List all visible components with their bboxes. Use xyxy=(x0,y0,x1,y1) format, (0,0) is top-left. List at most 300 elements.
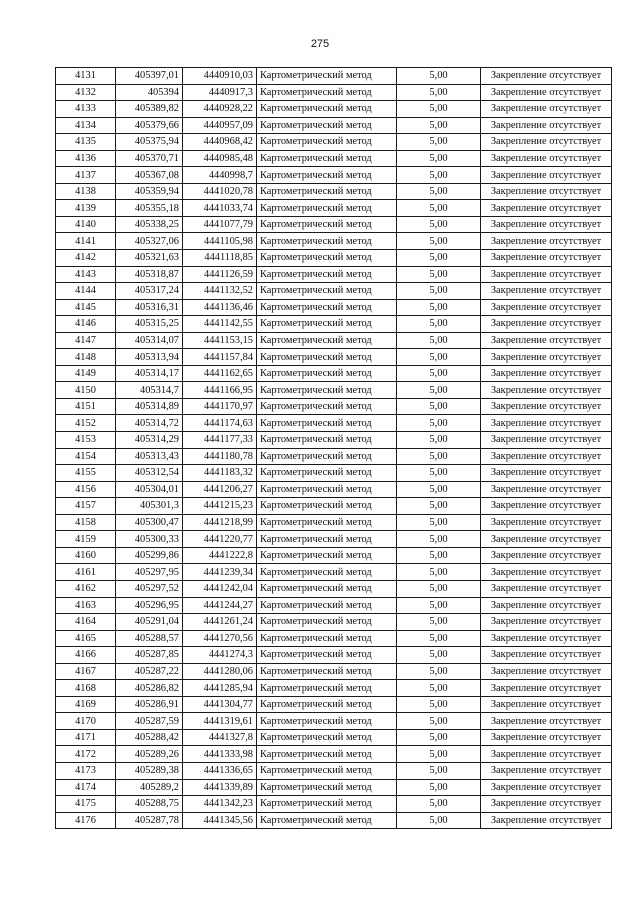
x-coordinate-cell: 405397,01 xyxy=(116,68,183,85)
fixation-cell: Закрепление отсутствует xyxy=(481,762,612,779)
accuracy-cell: 5,00 xyxy=(397,465,481,482)
method-cell: Картометрический метод xyxy=(257,365,397,382)
x-coordinate-cell: 405301,3 xyxy=(116,498,183,515)
fixation-cell: Закрепление отсутствует xyxy=(481,647,612,664)
fixation-cell: Закрепление отсутствует xyxy=(481,580,612,597)
accuracy-cell: 5,00 xyxy=(397,564,481,581)
fixation-cell: Закрепление отсутствует xyxy=(481,498,612,515)
accuracy-cell: 5,00 xyxy=(397,365,481,382)
fixation-cell: Закрепление отсутствует xyxy=(481,729,612,746)
accuracy-cell: 5,00 xyxy=(397,729,481,746)
method-cell: Картометрический метод xyxy=(257,647,397,664)
x-coordinate-cell: 405314,07 xyxy=(116,332,183,349)
y-coordinate-cell: 4441126,59 xyxy=(183,266,257,283)
accuracy-cell: 5,00 xyxy=(397,796,481,813)
table-row xyxy=(56,597,612,614)
method-cell: Картометрический метод xyxy=(257,150,397,167)
fixation-cell: Закрепление отсутствует xyxy=(481,266,612,283)
table-row xyxy=(56,382,612,399)
y-coordinate-cell: 4441166,95 xyxy=(183,382,257,399)
table-row xyxy=(56,729,612,746)
fixation-cell: Закрепление отсутствует xyxy=(481,465,612,482)
table-row xyxy=(56,796,612,813)
table-row xyxy=(56,233,612,250)
y-coordinate-cell: 4441222,8 xyxy=(183,547,257,564)
x-coordinate-cell: 405367,08 xyxy=(116,167,183,184)
fixation-cell: Закрепление отсутствует xyxy=(481,564,612,581)
method-cell: Картометрический метод xyxy=(257,167,397,184)
accuracy-cell: 5,00 xyxy=(397,432,481,449)
table-row xyxy=(56,680,612,697)
point-number-cell: 4135 xyxy=(56,134,116,151)
y-coordinate-cell: 4441033,74 xyxy=(183,200,257,217)
point-number-cell: 4161 xyxy=(56,564,116,581)
y-coordinate-cell: 4441170,97 xyxy=(183,398,257,415)
point-number-cell: 4162 xyxy=(56,580,116,597)
method-cell: Картометрический метод xyxy=(257,316,397,333)
x-coordinate-cell: 405316,31 xyxy=(116,299,183,316)
y-coordinate-cell: 4441215,23 xyxy=(183,498,257,515)
accuracy-cell: 5,00 xyxy=(397,812,481,829)
y-coordinate-cell: 4441319,61 xyxy=(183,713,257,730)
accuracy-cell: 5,00 xyxy=(397,299,481,316)
table-row xyxy=(56,547,612,564)
fixation-cell: Закрепление отсутствует xyxy=(481,316,612,333)
y-coordinate-cell: 4441136,46 xyxy=(183,299,257,316)
point-number-cell: 4152 xyxy=(56,415,116,432)
fixation-cell: Закрепление отсутствует xyxy=(481,84,612,101)
point-number-cell: 4173 xyxy=(56,762,116,779)
x-coordinate-cell: 405289,26 xyxy=(116,746,183,763)
method-cell: Картометрический метод xyxy=(257,713,397,730)
point-number-cell: 4172 xyxy=(56,746,116,763)
fixation-cell: Закрепление отсутствует xyxy=(481,614,612,631)
point-number-cell: 4167 xyxy=(56,663,116,680)
fixation-cell: Закрепление отсутствует xyxy=(481,382,612,399)
y-coordinate-cell: 4440917,3 xyxy=(183,84,257,101)
fixation-cell: Закрепление отсутствует xyxy=(481,663,612,680)
y-coordinate-cell: 4441270,56 xyxy=(183,630,257,647)
fixation-cell: Закрепление отсутствует xyxy=(481,796,612,813)
x-coordinate-cell: 405370,71 xyxy=(116,150,183,167)
method-cell: Картометрический метод xyxy=(257,729,397,746)
x-coordinate-cell: 405355,18 xyxy=(116,200,183,217)
x-coordinate-cell: 405359,94 xyxy=(116,183,183,200)
x-coordinate-cell: 405286,91 xyxy=(116,696,183,713)
accuracy-cell: 5,00 xyxy=(397,250,481,267)
coordinates-table xyxy=(55,67,612,829)
x-coordinate-cell: 405314,7 xyxy=(116,382,183,399)
y-coordinate-cell: 4441183,32 xyxy=(183,465,257,482)
table-row xyxy=(56,332,612,349)
x-coordinate-cell: 405312,54 xyxy=(116,465,183,482)
table-row xyxy=(56,349,612,366)
x-coordinate-cell: 405314,17 xyxy=(116,365,183,382)
accuracy-cell: 5,00 xyxy=(397,481,481,498)
y-coordinate-cell: 4440928,22 xyxy=(183,101,257,118)
fixation-cell: Закрепление отсутствует xyxy=(481,117,612,134)
table-row xyxy=(56,580,612,597)
y-coordinate-cell: 4441177,33 xyxy=(183,432,257,449)
method-cell: Картометрический метод xyxy=(257,233,397,250)
method-cell: Картометрический метод xyxy=(257,84,397,101)
method-cell: Картометрический метод xyxy=(257,696,397,713)
table-row xyxy=(56,134,612,151)
table-row xyxy=(56,498,612,515)
accuracy-cell: 5,00 xyxy=(397,216,481,233)
y-coordinate-cell: 4441242,04 xyxy=(183,580,257,597)
fixation-cell: Закрепление отсутствует xyxy=(481,349,612,366)
point-number-cell: 4159 xyxy=(56,531,116,548)
y-coordinate-cell: 4441220,77 xyxy=(183,531,257,548)
method-cell: Картометрический метод xyxy=(257,200,397,217)
y-coordinate-cell: 4441020,78 xyxy=(183,183,257,200)
accuracy-cell: 5,00 xyxy=(397,183,481,200)
y-coordinate-cell: 4441285,94 xyxy=(183,680,257,697)
table-row xyxy=(56,316,612,333)
x-coordinate-cell: 405321,63 xyxy=(116,250,183,267)
point-number-cell: 4131 xyxy=(56,68,116,85)
y-coordinate-cell: 4441239,34 xyxy=(183,564,257,581)
point-number-cell: 4163 xyxy=(56,597,116,614)
point-number-cell: 4150 xyxy=(56,382,116,399)
point-number-cell: 4165 xyxy=(56,630,116,647)
point-number-cell: 4132 xyxy=(56,84,116,101)
table-row xyxy=(56,614,612,631)
point-number-cell: 4156 xyxy=(56,481,116,498)
fixation-cell: Закрепление отсутствует xyxy=(481,283,612,300)
method-cell: Картометрический метод xyxy=(257,101,397,118)
method-cell: Картометрический метод xyxy=(257,746,397,763)
x-coordinate-cell: 405314,89 xyxy=(116,398,183,415)
x-coordinate-cell: 405304,01 xyxy=(116,481,183,498)
point-number-cell: 4174 xyxy=(56,779,116,796)
x-coordinate-cell: 405315,25 xyxy=(116,316,183,333)
y-coordinate-cell: 4440998,7 xyxy=(183,167,257,184)
y-coordinate-cell: 4441153,15 xyxy=(183,332,257,349)
accuracy-cell: 5,00 xyxy=(397,316,481,333)
table-row xyxy=(56,250,612,267)
fixation-cell: Закрепление отсутствует xyxy=(481,746,612,763)
point-number-cell: 4158 xyxy=(56,514,116,531)
y-coordinate-cell: 4441142,55 xyxy=(183,316,257,333)
accuracy-cell: 5,00 xyxy=(397,630,481,647)
x-coordinate-cell: 405300,47 xyxy=(116,514,183,531)
point-number-cell: 4140 xyxy=(56,216,116,233)
fixation-cell: Закрепление отсутствует xyxy=(481,713,612,730)
accuracy-cell: 5,00 xyxy=(397,448,481,465)
table-row xyxy=(56,283,612,300)
x-coordinate-cell: 405394 xyxy=(116,84,183,101)
method-cell: Картометрический метод xyxy=(257,415,397,432)
fixation-cell: Закрепление отсутствует xyxy=(481,812,612,829)
fixation-cell: Закрепление отсутствует xyxy=(481,432,612,449)
y-coordinate-cell: 4441274,3 xyxy=(183,647,257,664)
table-row xyxy=(56,365,612,382)
method-cell: Картометрический метод xyxy=(257,614,397,631)
fixation-cell: Закрепление отсутствует xyxy=(481,167,612,184)
accuracy-cell: 5,00 xyxy=(397,647,481,664)
fixation-cell: Закрепление отсутствует xyxy=(481,332,612,349)
y-coordinate-cell: 4441244,27 xyxy=(183,597,257,614)
table-row xyxy=(56,117,612,134)
table-row xyxy=(56,762,612,779)
table-row xyxy=(56,216,612,233)
x-coordinate-cell: 405313,43 xyxy=(116,448,183,465)
x-coordinate-cell: 405297,52 xyxy=(116,580,183,597)
accuracy-cell: 5,00 xyxy=(397,200,481,217)
y-coordinate-cell: 4441342,23 xyxy=(183,796,257,813)
method-cell: Картометрический метод xyxy=(257,498,397,515)
accuracy-cell: 5,00 xyxy=(397,233,481,250)
accuracy-cell: 5,00 xyxy=(397,531,481,548)
point-number-cell: 4155 xyxy=(56,465,116,482)
fixation-cell: Закрепление отсутствует xyxy=(481,101,612,118)
x-coordinate-cell: 405296,95 xyxy=(116,597,183,614)
x-coordinate-cell: 405375,94 xyxy=(116,134,183,151)
table-row xyxy=(56,531,612,548)
x-coordinate-cell: 405286,82 xyxy=(116,680,183,697)
fixation-cell: Закрепление отсутствует xyxy=(481,779,612,796)
fixation-cell: Закрепление отсутствует xyxy=(481,183,612,200)
method-cell: Картометрический метод xyxy=(257,779,397,796)
x-coordinate-cell: 405318,87 xyxy=(116,266,183,283)
point-number-cell: 4176 xyxy=(56,812,116,829)
accuracy-cell: 5,00 xyxy=(397,547,481,564)
point-number-cell: 4141 xyxy=(56,233,116,250)
point-number-cell: 4147 xyxy=(56,332,116,349)
point-number-cell: 4148 xyxy=(56,349,116,366)
table-row xyxy=(56,101,612,118)
table-row xyxy=(56,200,612,217)
accuracy-cell: 5,00 xyxy=(397,398,481,415)
method-cell: Картометрический метод xyxy=(257,117,397,134)
x-coordinate-cell: 405289,2 xyxy=(116,779,183,796)
page-number: 275 xyxy=(310,38,330,50)
point-number-cell: 4166 xyxy=(56,647,116,664)
table-row xyxy=(56,415,612,432)
method-cell: Картометрический метод xyxy=(257,250,397,267)
method-cell: Картометрический метод xyxy=(257,812,397,829)
x-coordinate-cell: 405287,78 xyxy=(116,812,183,829)
x-coordinate-cell: 405289,38 xyxy=(116,762,183,779)
table-row xyxy=(56,812,612,829)
method-cell: Картометрический метод xyxy=(257,564,397,581)
fixation-cell: Закрепление отсутствует xyxy=(481,531,612,548)
table-row xyxy=(56,696,612,713)
y-coordinate-cell: 4441261,24 xyxy=(183,614,257,631)
accuracy-cell: 5,00 xyxy=(397,680,481,697)
table-row xyxy=(56,630,612,647)
table-body xyxy=(56,68,612,829)
table-row xyxy=(56,713,612,730)
x-coordinate-cell: 405317,24 xyxy=(116,283,183,300)
y-coordinate-cell: 4440957,09 xyxy=(183,117,257,134)
x-coordinate-cell: 405389,82 xyxy=(116,101,183,118)
accuracy-cell: 5,00 xyxy=(397,498,481,515)
table-row xyxy=(56,299,612,316)
point-number-cell: 4133 xyxy=(56,101,116,118)
method-cell: Картометрический метод xyxy=(257,398,397,415)
method-cell: Картометрический метод xyxy=(257,382,397,399)
method-cell: Картометрический метод xyxy=(257,796,397,813)
accuracy-cell: 5,00 xyxy=(397,134,481,151)
method-cell: Картометрический метод xyxy=(257,349,397,366)
x-coordinate-cell: 405379,66 xyxy=(116,117,183,134)
method-cell: Картометрический метод xyxy=(257,762,397,779)
y-coordinate-cell: 4440968,42 xyxy=(183,134,257,151)
table-row xyxy=(56,432,612,449)
y-coordinate-cell: 4441304,77 xyxy=(183,696,257,713)
fixation-cell: Закрепление отсутствует xyxy=(481,415,612,432)
x-coordinate-cell: 405297,95 xyxy=(116,564,183,581)
table-row xyxy=(56,647,612,664)
point-number-cell: 4170 xyxy=(56,713,116,730)
method-cell: Картометрический метод xyxy=(257,266,397,283)
point-number-cell: 4169 xyxy=(56,696,116,713)
point-number-cell: 4143 xyxy=(56,266,116,283)
fixation-cell: Закрепление отсутствует xyxy=(481,365,612,382)
accuracy-cell: 5,00 xyxy=(397,349,481,366)
accuracy-cell: 5,00 xyxy=(397,415,481,432)
point-number-cell: 4137 xyxy=(56,167,116,184)
accuracy-cell: 5,00 xyxy=(397,779,481,796)
x-coordinate-cell: 405287,59 xyxy=(116,713,183,730)
method-cell: Картометрический метод xyxy=(257,547,397,564)
point-number-cell: 4146 xyxy=(56,316,116,333)
y-coordinate-cell: 4440985,48 xyxy=(183,150,257,167)
method-cell: Картометрический метод xyxy=(257,68,397,85)
method-cell: Картометрический метод xyxy=(257,630,397,647)
x-coordinate-cell: 405287,22 xyxy=(116,663,183,680)
x-coordinate-cell: 405288,57 xyxy=(116,630,183,647)
method-cell: Картометрический метод xyxy=(257,680,397,697)
fixation-cell: Закрепление отсутствует xyxy=(481,597,612,614)
x-coordinate-cell: 405291,04 xyxy=(116,614,183,631)
method-cell: Картометрический метод xyxy=(257,448,397,465)
accuracy-cell: 5,00 xyxy=(397,514,481,531)
method-cell: Картометрический метод xyxy=(257,514,397,531)
accuracy-cell: 5,00 xyxy=(397,150,481,167)
accuracy-cell: 5,00 xyxy=(397,266,481,283)
point-number-cell: 4149 xyxy=(56,365,116,382)
method-cell: Картометрический метод xyxy=(257,663,397,680)
point-number-cell: 4171 xyxy=(56,729,116,746)
accuracy-cell: 5,00 xyxy=(397,382,481,399)
method-cell: Картометрический метод xyxy=(257,183,397,200)
point-number-cell: 4151 xyxy=(56,398,116,415)
table-row xyxy=(56,150,612,167)
point-number-cell: 4142 xyxy=(56,250,116,267)
method-cell: Картометрический метод xyxy=(257,531,397,548)
accuracy-cell: 5,00 xyxy=(397,696,481,713)
x-coordinate-cell: 405314,29 xyxy=(116,432,183,449)
method-cell: Картометрический метод xyxy=(257,332,397,349)
table-row xyxy=(56,167,612,184)
table-row xyxy=(56,779,612,796)
table-row xyxy=(56,183,612,200)
point-number-cell: 4160 xyxy=(56,547,116,564)
table-row xyxy=(56,746,612,763)
fixation-cell: Закрепление отсутствует xyxy=(481,250,612,267)
y-coordinate-cell: 4441118,85 xyxy=(183,250,257,267)
fixation-cell: Закрепление отсутствует xyxy=(481,514,612,531)
x-coordinate-cell: 405313,94 xyxy=(116,349,183,366)
x-coordinate-cell: 405288,42 xyxy=(116,729,183,746)
y-coordinate-cell: 4441180,78 xyxy=(183,448,257,465)
fixation-cell: Закрепление отсутствует xyxy=(481,216,612,233)
y-coordinate-cell: 4441077,79 xyxy=(183,216,257,233)
fixation-cell: Закрепление отсутствует xyxy=(481,481,612,498)
accuracy-cell: 5,00 xyxy=(397,332,481,349)
x-coordinate-cell: 405314,72 xyxy=(116,415,183,432)
table-row xyxy=(56,481,612,498)
fixation-cell: Закрепление отсутствует xyxy=(481,547,612,564)
accuracy-cell: 5,00 xyxy=(397,713,481,730)
fixation-cell: Закрепление отсутствует xyxy=(481,398,612,415)
point-number-cell: 4145 xyxy=(56,299,116,316)
table-row xyxy=(56,84,612,101)
accuracy-cell: 5,00 xyxy=(397,614,481,631)
accuracy-cell: 5,00 xyxy=(397,597,481,614)
table-row xyxy=(56,465,612,482)
fixation-cell: Закрепление отсутствует xyxy=(481,200,612,217)
fixation-cell: Закрепление отсутствует xyxy=(481,134,612,151)
point-number-cell: 4168 xyxy=(56,680,116,697)
fixation-cell: Закрепление отсутствует xyxy=(481,696,612,713)
point-number-cell: 4164 xyxy=(56,614,116,631)
method-cell: Картометрический метод xyxy=(257,597,397,614)
accuracy-cell: 5,00 xyxy=(397,84,481,101)
accuracy-cell: 5,00 xyxy=(397,663,481,680)
point-number-cell: 4134 xyxy=(56,117,116,134)
y-coordinate-cell: 4441105,98 xyxy=(183,233,257,250)
point-number-cell: 4154 xyxy=(56,448,116,465)
method-cell: Картометрический метод xyxy=(257,134,397,151)
method-cell: Картометрический метод xyxy=(257,299,397,316)
y-coordinate-cell: 4441333,98 xyxy=(183,746,257,763)
fixation-cell: Закрепление отсутствует xyxy=(481,680,612,697)
point-number-cell: 4153 xyxy=(56,432,116,449)
y-coordinate-cell: 4441157,84 xyxy=(183,349,257,366)
point-number-cell: 4157 xyxy=(56,498,116,515)
method-cell: Картометрический метод xyxy=(257,432,397,449)
accuracy-cell: 5,00 xyxy=(397,746,481,763)
table-row xyxy=(56,266,612,283)
x-coordinate-cell: 405327,06 xyxy=(116,233,183,250)
method-cell: Картометрический метод xyxy=(257,580,397,597)
x-coordinate-cell: 405288,75 xyxy=(116,796,183,813)
fixation-cell: Закрепление отсутствует xyxy=(481,448,612,465)
accuracy-cell: 5,00 xyxy=(397,167,481,184)
accuracy-cell: 5,00 xyxy=(397,101,481,118)
point-number-cell: 4138 xyxy=(56,183,116,200)
y-coordinate-cell: 4441206,27 xyxy=(183,481,257,498)
table-row xyxy=(56,564,612,581)
x-coordinate-cell: 405300,33 xyxy=(116,531,183,548)
fixation-cell: Закрепление отсутствует xyxy=(481,630,612,647)
x-coordinate-cell: 405299,86 xyxy=(116,547,183,564)
y-coordinate-cell: 4441132,52 xyxy=(183,283,257,300)
y-coordinate-cell: 4441345,56 xyxy=(183,812,257,829)
method-cell: Картометрический метод xyxy=(257,216,397,233)
accuracy-cell: 5,00 xyxy=(397,283,481,300)
point-number-cell: 4136 xyxy=(56,150,116,167)
y-coordinate-cell: 4441162,65 xyxy=(183,365,257,382)
accuracy-cell: 5,00 xyxy=(397,580,481,597)
x-coordinate-cell: 405338,25 xyxy=(116,216,183,233)
table-row xyxy=(56,514,612,531)
